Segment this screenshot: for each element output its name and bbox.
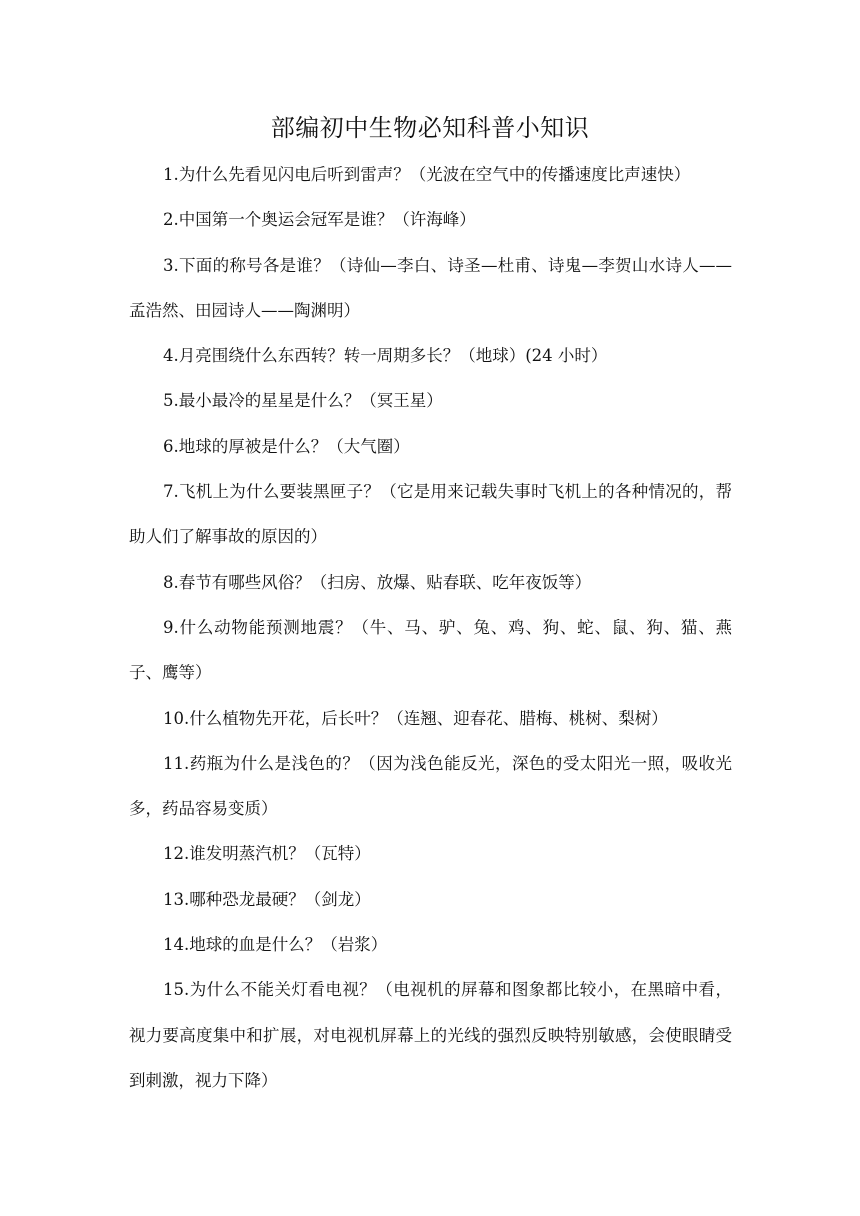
paragraph-4: 4.月亮围绕什么东西转？转一周期多长？（地球）(24 小时） (163, 346, 608, 366)
paragraph-2: 2.中国第一个奥运会冠军是谁？（许海峰） (163, 210, 476, 230)
paragraph-13: 13.哪种恐龙最硬？（剑龙） (163, 889, 371, 909)
paragraph-15: 15.为什么不能关灯看电视？（电视机的屏幕和图象都比较小，在黑暗中看，视力要高度集中和扩展，对电视机屏幕上的光线的强烈反映特别敏感，会使眼睛受到刺激，视力下降） (129, 980, 732, 1090)
paragraph-5: 5.最小最冷的星星是什么？（冥王星） (163, 391, 443, 411)
page-title: 部编初中生物必知科普小知识 (270, 114, 590, 142)
paragraph-9: 9.什么动物能预测地震？（牛、马、驴、兔、鸡、狗、蛇、鼠、狗、猫、燕子、鹰等） (129, 617, 732, 683)
paragraph-3: 3.下面的称号各是谁？（诗仙—李白、诗圣—杜甫、诗鬼—李贺山水诗人——孟浩然、田园诗人——陶渊明） (129, 255, 732, 320)
paragraph-10: 10.什么植物先开花，后长叶？（连翘、迎春花、腊梅、桃树、梨树） (163, 708, 668, 728)
paragraph-12: 12.谁发明蒸汽机？（瓦特） (163, 844, 371, 864)
paragraph-11: 11.药瓶为什么是浅色的？（因为浅色能反光，深色的受太阳光一照，吸收光多，药品容易变质） (129, 753, 732, 819)
paragraph-14: 14.地球的血是什么？（岩浆） (163, 935, 388, 955)
paragraph-7: 7.飞机上为什么要装黑匣子？（它是用来记载失事时飞机上的各种情况的，帮助人们了解事故的原因的） (129, 482, 732, 547)
paragraph-6: 6.地球的厚被是什么？（大气圈） (163, 436, 410, 456)
document-body (129, 152, 732, 1103)
paragraph-1: 1.为什么先看见闪电后听到雷声？（光波在空气中的传播速度比声速快） (163, 165, 691, 184)
paragraph-8: 8.春节有哪些风俗？（扫房、放爆、贴春联、吃年夜饭等） (163, 572, 592, 592)
